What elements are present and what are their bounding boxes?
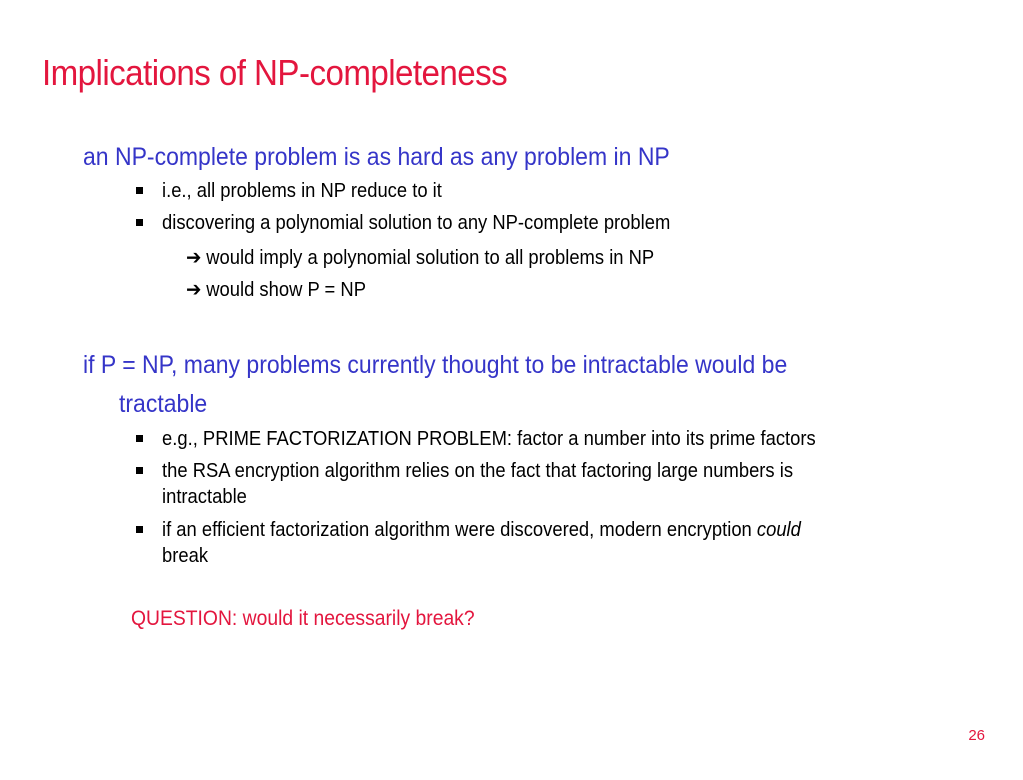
- section1-arrow1-text: would imply a polynomial solution to all problems in NP: [206, 247, 655, 269]
- right-arrow-icon: ➔: [186, 245, 202, 269]
- section1-bullet1: i.e., all problems in NP reduce to it: [162, 180, 442, 202]
- section2-bullet3-line1: [162, 519, 801, 542]
- section2-bullet2-line2: intractable: [162, 486, 247, 508]
- section2-bullet2-line1: the RSA encryption algorithm relies on the fact that factoring large numbers is: [162, 460, 794, 482]
- section2-bullet1: e.g., PRIME FACTORIZATION PROBLEM: factor a number into its prime factors: [162, 428, 816, 450]
- section2-bullet3-prefix: if an efficient factorization algorithm were discovered, modern encryption: [162, 519, 757, 541]
- section2-bullet3-line2: break: [162, 545, 209, 567]
- slide-title: Implications of NP-completeness: [42, 52, 508, 93]
- square-bullet-icon: [136, 466, 146, 476]
- question-text: QUESTION: would it necessarily break?: [131, 607, 475, 630]
- page-number: 26: [968, 727, 985, 744]
- square-bullet-icon: [136, 434, 146, 444]
- square-bullet-icon: [136, 525, 146, 535]
- section2-heading-line1: if P = NP, many problems currently thought to be intractable would be: [83, 351, 788, 379]
- section1-arrow-item1: [186, 245, 654, 270]
- square-bullet-icon: [136, 186, 146, 196]
- square-bullet-icon: [136, 218, 146, 228]
- section1-arrow2-text: would show P = NP: [206, 279, 366, 301]
- section2-bullet3-emphasis: could: [756, 519, 801, 541]
- right-arrow-icon: ➔: [186, 277, 202, 301]
- section2-heading-line2: tractable: [119, 390, 208, 418]
- section1-heading: an NP-complete problem is as hard as any problem in NP: [83, 143, 670, 171]
- section1-bullet2: discovering a polynomial solution to any NP-complete problem: [162, 212, 671, 234]
- section1-arrow-item2: [186, 277, 366, 302]
